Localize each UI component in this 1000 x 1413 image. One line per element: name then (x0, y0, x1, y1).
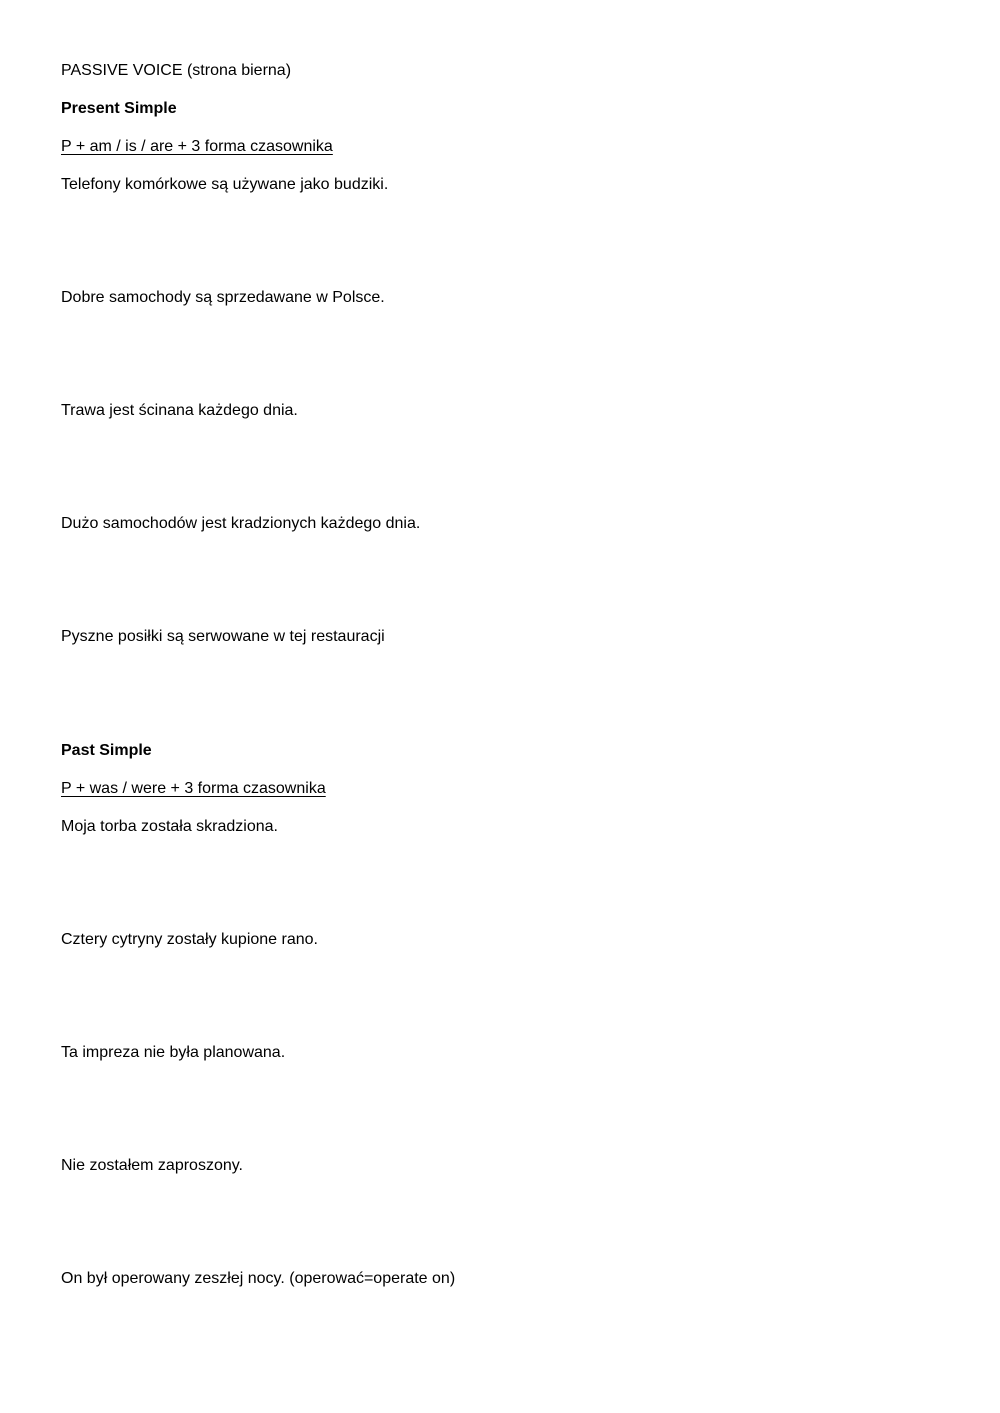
past-sentence-2: Cztery cytryny zostały kupione rano. (61, 931, 318, 948)
present-sentence-1: Telefony komórkowe są używane jako budziki. (61, 176, 389, 193)
present-simple-heading: Present Simple (61, 100, 177, 117)
present-sentence-2: Dobre samochody są sprzedawane w Polsce. (61, 289, 385, 306)
present-simple-formula: P + am / is / are + 3 forma czasownika (61, 138, 333, 155)
present-sentence-3: Trawa jest ścinana każdego dnia. (61, 402, 298, 419)
past-sentence-4: Nie zostałem zaproszony. (61, 1157, 243, 1174)
document-title: PASSIVE VOICE (strona bierna) (61, 62, 292, 79)
past-simple-heading: Past Simple (61, 742, 152, 759)
present-sentence-4: Dużo samochodów jest kradzionych każdego dnia. (61, 515, 421, 532)
past-simple-formula: P + was / were + 3 forma czasownika (61, 780, 326, 797)
past-sentence-3: Ta impreza nie była planowana. (61, 1044, 286, 1061)
present-sentence-5: Pyszne posiłki są serwowane w tej restauracji (61, 628, 385, 645)
past-sentence-1: Moja torba została skradziona. (61, 818, 278, 835)
past-sentence-5: On był operowany zeszłej nocy. (operować=operate on) (61, 1270, 456, 1287)
